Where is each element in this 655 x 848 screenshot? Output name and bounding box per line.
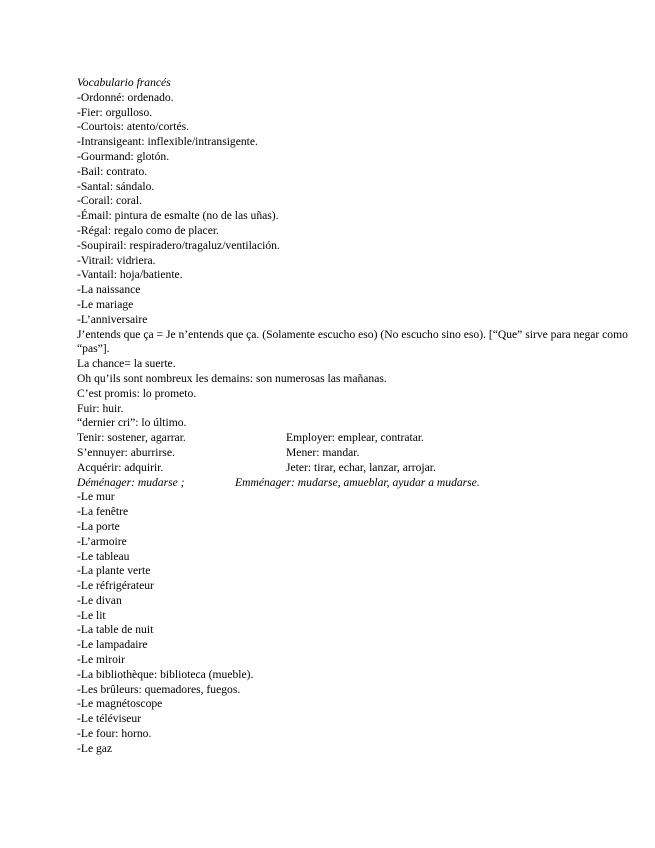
italic-pair-left: Déménager: mudarse ; [77,475,185,489]
document-title: Vocabulario francés [77,76,171,89]
verb-pair-row [77,446,637,461]
vocab-line: -Intransigeant: inflexible/intransigente. [77,135,258,149]
verb-pair-row [77,431,637,446]
italic-pair-right: Emménager: mudarse, amueblar, ayudar a mudarse. [235,475,480,489]
vocab-line: -Vitrail: vidriera. [77,253,156,267]
vocab-line: -Le lit [77,608,106,622]
vocab-line: -Émail: pintura de esmalte (no de las uñas). [77,209,279,223]
verb-pairs [77,431,637,475]
vocab-line: -Le gaz [77,741,113,755]
vocab-line: -L’armoire [77,534,127,548]
vocab-line: -La porte [77,519,120,533]
vocab-line: -Les brûleurs: quemadores, fuegos. [77,682,241,696]
verb-pair-right: Mener: mandar. [286,445,360,459]
vocab-line: -Régal: regalo como de placer. [77,223,219,237]
vocab-line: Oh qu’ils sont nombreux les demains: son numerosas las mañanas. [77,371,387,385]
vocab-line: -Courtois: atento/cortés. [77,120,190,134]
vocab-line: -Le mur [77,490,115,504]
vocab-list-2 [77,357,637,431]
vocab-line: -Gourmand: glotón. [77,149,170,163]
vocab-line: -La naissance [77,283,141,297]
vocab-line: -Bail: contrato. [77,164,148,178]
vocab-line: -Le lampadaire [77,638,148,652]
italic-verb-pair [77,476,637,491]
verb-pair-left: Acquérir: adquirir. [77,460,164,474]
vocab-line: -La table de nuit [77,623,154,637]
vocab-line: -Fier: orgulloso. [77,105,153,119]
vocab-list-3 [77,490,637,756]
vocab-line: -L’anniversaire [77,312,148,326]
paragraph-que: J’entends que ça = Je n’entends que ça. (Solamente escucho eso) (No escucho sino eso). [“Que” sirve para negar como “pas”]. [77,327,628,356]
vocab-line: -Le mariage [77,297,134,311]
vocab-line: C’est promis: lo prometo. [77,386,197,400]
vocab-line: -Le téléviseur [77,712,142,726]
vocab-line: -Ordonné: ordenado. [77,90,174,104]
vocab-line: -La bibliothèque: biblioteca (mueble). [77,667,254,681]
document-page [77,76,637,757]
vocab-line: La chance= la suerte. [77,357,176,371]
verb-pair-left: Tenir: sostener, agarrar. [77,431,186,445]
vocab-line: -Soupirail: respiradero/tragaluz/ventilación. [77,238,280,252]
vocab-line: -La fenêtre [77,505,129,519]
vocab-line: -Corail: coral. [77,194,143,208]
vocab-list-1 [77,91,637,328]
vocab-line: -La plante verte [77,564,151,578]
vocab-line: -Le divan [77,593,122,607]
vocab-line: “dernier cri”: lo último. [77,416,187,430]
vocab-line: -Le tableau [77,549,130,563]
vocab-line: -Le miroir [77,653,125,667]
vocab-line: -Santal: sándalo. [77,179,155,193]
verb-pair-right: Jeter: tirar, echar, lanzar, arrojar. [286,460,436,474]
verb-pair-left: S’ennuyer: aburrirse. [77,445,175,459]
verb-pair-right: Employer: emplear, contratar. [286,431,424,445]
vocab-line: -Vantail: hoja/batiente. [77,268,183,282]
vocab-line: -Le four: horno. [77,727,152,741]
vocab-line: -Le magnétoscope [77,697,163,711]
vocab-line: Fuir: huir. [77,401,124,415]
verb-pair-row [77,461,637,476]
vocab-line: -Le réfrigérateur [77,579,154,593]
